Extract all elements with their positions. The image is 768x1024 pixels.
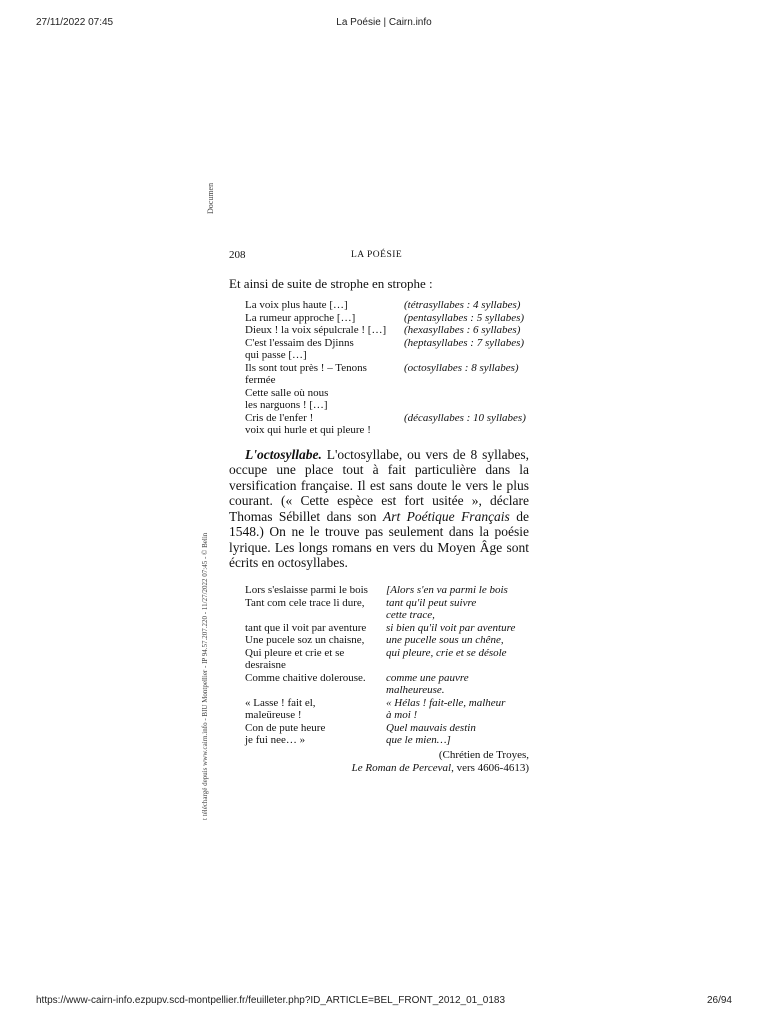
- bilingual-line: [245, 684, 529, 697]
- verse-line: [245, 399, 529, 412]
- bilingual-line-gloss: Quel mauvais destin: [386, 721, 476, 734]
- verse-line-gloss: (octosyllabes : 8 syllabes): [404, 361, 519, 374]
- bilingual-line: [245, 622, 529, 635]
- paragraph-lead: L'octosyllabe.: [245, 446, 322, 462]
- verse-line-original: voix qui hurle et qui pleure !: [245, 424, 371, 436]
- citation: [229, 749, 529, 775]
- verse-line: [245, 387, 529, 400]
- verse-line-gloss: (pentasyllabes : 5 syllabes): [404, 311, 525, 324]
- bilingual-line: [245, 672, 529, 685]
- bilingual-line-gloss: tant qu'il peut suivre: [386, 596, 477, 609]
- bilingual-line: [245, 634, 529, 647]
- verse-line-original: Cette salle où nous: [245, 386, 329, 399]
- verse-line-original: La rumeur approche […]: [245, 311, 356, 324]
- citation-work: Le Roman de Perceval: [351, 761, 452, 774]
- citation-author: (Chrétien de Troyes,: [438, 748, 529, 761]
- bilingual-line-original: « Lasse ! fait el,: [245, 696, 316, 709]
- citation-lines: , vers 4606-4613): [451, 761, 529, 774]
- bilingual-line-original: Qui pleure et crie et se: [245, 646, 345, 659]
- octosyllabe-paragraph: [229, 447, 529, 571]
- bilingual-line: [245, 709, 529, 722]
- bilingual-line: [245, 647, 529, 660]
- verse-line: [245, 312, 529, 325]
- paragraph-text-before: L'octosyllabe, ou vers de 8 syllabes, occupe une place tout à fait particulière dans la versification française. Il est sans doute le vers le plus courant. (« Cette espèce est fort usitée », déclare Thomas Sébillet dans son: [229, 446, 529, 524]
- verse-line-original: C'est l'essaim des Djinns: [245, 336, 354, 349]
- verse-line: [245, 412, 529, 425]
- bilingual-line: [245, 722, 529, 735]
- bilingual-line-gloss: une pucelle sous un chêne,: [386, 634, 504, 646]
- bilingual-line-original: [245, 684, 386, 697]
- verse-line: [245, 299, 529, 312]
- bilingual-line-original: tant que il voit par aventure: [245, 621, 367, 634]
- print-page-counter: 26/94: [706, 995, 732, 1006]
- bilingual-line-gloss: « Hélas ! fait-elle, malheur: [386, 696, 506, 709]
- bilingual-line: [245, 734, 529, 747]
- margin-download-notice: t téléchargé depuis www.cairn.info - BIU Montpellier - IP 94.57.207.220 - 11/27/2022 07:45 - © Belin: [201, 532, 209, 820]
- print-url: https://www-cairn-info.ezpupv.scd-montpellier.fr/feuilleter.php?ID_ARTICLE=BEL_FRONT_2012_01_0183: [36, 995, 506, 1006]
- bilingual-line: [245, 659, 529, 672]
- print-datetime: 27/11/2022 07:45: [36, 17, 114, 28]
- bilingual-line: [245, 584, 529, 597]
- verse-line-gloss: (hexasyllabes : 6 syllabes): [404, 324, 521, 336]
- verse-line-gloss: (heptasyllabes : 7 syllabes): [404, 336, 525, 349]
- verse-line-original: Ils sont tout près ! – Tenons: [245, 361, 367, 374]
- print-footer: [0, 995, 768, 1009]
- bilingual-line-original: desraisne: [245, 659, 286, 671]
- paragraph-work-title: Art Poétique Français: [382, 508, 510, 524]
- verse-line: [245, 374, 529, 387]
- bilingual-line: [245, 697, 529, 710]
- bilingual-line-original: Comme chaitive dolerouse.: [245, 671, 366, 684]
- print-header: [0, 17, 768, 31]
- verse-line: [245, 362, 529, 375]
- print-page-title: La Poésie | Cairn.info: [336, 17, 432, 28]
- verse-line: [245, 349, 529, 362]
- verse-line-original: fermée: [245, 374, 276, 386]
- bilingual-line-original: Une pucele soz un chaisne,: [245, 634, 365, 646]
- verse-line-gloss: (décasyllabes : 10 syllabes): [404, 411, 526, 424]
- bilingual-line-original: je fui nee… »: [245, 734, 306, 746]
- book-page: [229, 245, 529, 775]
- bilingual-line-gloss: qui pleure, crie et se désole: [386, 646, 507, 659]
- citation-source: [229, 762, 529, 775]
- margin-document-label: Documen: [206, 182, 215, 214]
- verse-line-original: Dieux ! la voix sépulcrale ! […]: [245, 324, 387, 336]
- bilingual-line-gloss: que le mien…]: [386, 734, 451, 746]
- intro-line: Et ainsi de suite de strophe en strophe :: [229, 276, 433, 291]
- running-head: [229, 245, 529, 263]
- bilingual-line-gloss: comme une pauvre: [386, 671, 469, 684]
- verse-line-original: qui passe […]: [245, 349, 307, 361]
- verse-line: [245, 337, 529, 350]
- page-number: 208: [229, 249, 246, 261]
- bilingual-line-gloss: à moi !: [386, 709, 418, 721]
- bilingual-line: [245, 597, 529, 610]
- bilingual-line-original: Tant com cele trace li dure,: [245, 596, 365, 609]
- verse-line-original: Cris de l'enfer !: [245, 411, 314, 424]
- bilingual-line-gloss: [Alors s'en va parmi le bois: [386, 584, 508, 596]
- bilingual-line-original: Con de pute heure: [245, 721, 326, 734]
- bilingual-line-original: [245, 609, 386, 622]
- bilingual-line: [245, 609, 529, 622]
- verse-example: [245, 299, 529, 437]
- verse-line: [245, 324, 529, 337]
- running-title: LA POÉSIE: [351, 250, 403, 260]
- bilingual-line-original: Lors s'eslaisse parmi le bois: [245, 584, 368, 596]
- verse-line-original: les narguons ! […]: [245, 399, 328, 411]
- bilingual-line-gloss: si bien qu'il voit par aventure: [386, 621, 516, 634]
- verse-line: [245, 424, 529, 437]
- verse-line-gloss: (tétrasyllabes : 4 syllabes): [404, 299, 521, 311]
- bilingual-line-original: maleüreuse !: [245, 709, 302, 721]
- bilingual-example: [245, 584, 529, 747]
- bilingual-line-gloss: cette trace,: [386, 609, 435, 621]
- verse-line-original: La voix plus haute […]: [245, 299, 348, 311]
- paragraph-text-after: de 1548.) On ne le trouve pas seulement dans la poésie lyrique. Les longs romans en vers du Moyen Âge sont écrits en octosyllabes.: [229, 508, 529, 570]
- bilingual-line-gloss: malheureuse.: [386, 684, 445, 696]
